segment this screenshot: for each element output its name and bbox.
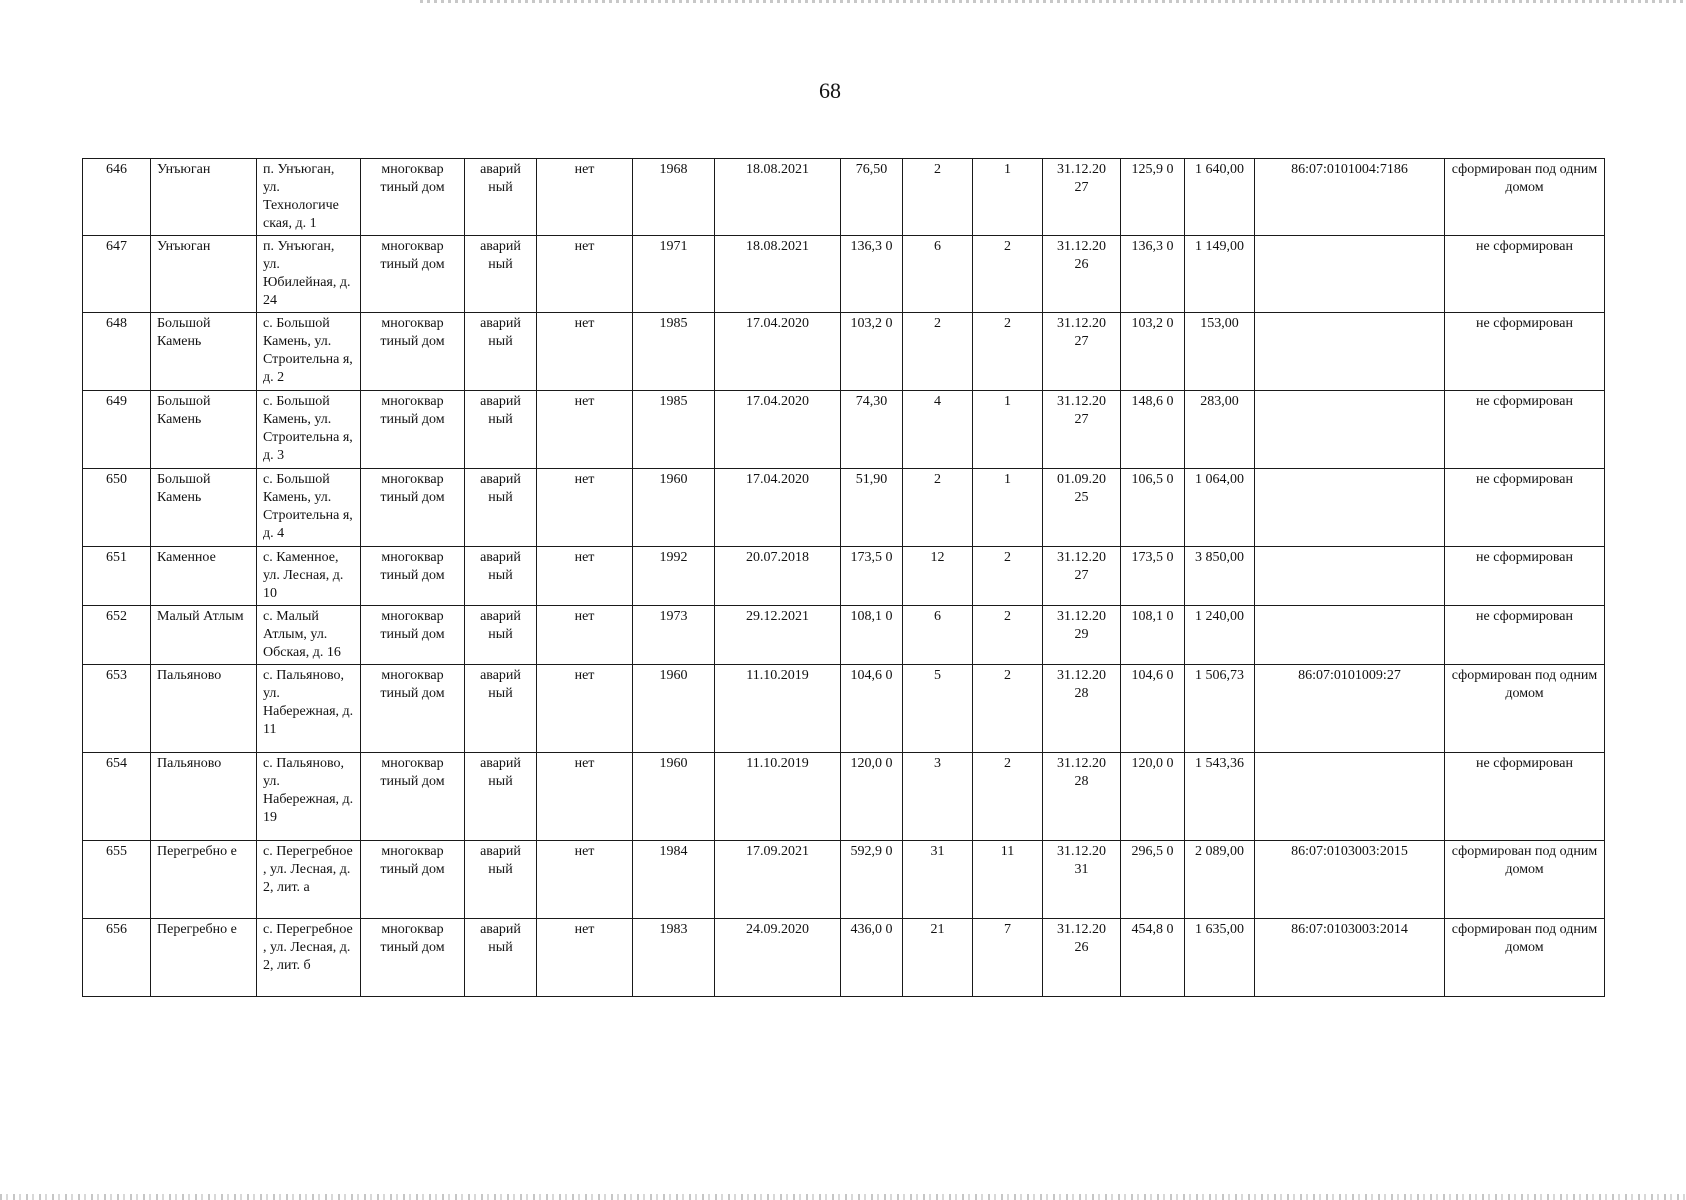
cell-address: с. Большой Камень, ул. Строительна я, д. 4 xyxy=(257,469,361,547)
cell-status: аварий ный xyxy=(465,159,537,236)
cell-cadastral-number xyxy=(1255,606,1445,665)
cell-count-1: 6 xyxy=(903,236,973,313)
cell-row-number: 656 xyxy=(83,919,151,997)
cell-land-value: 1 640,00 xyxy=(1185,159,1255,236)
cell-land-plot-status: сформирован под одним домом xyxy=(1445,919,1605,997)
cell-flag: нет xyxy=(537,391,633,469)
cell-land-plot-status: не сформирован xyxy=(1445,313,1605,391)
cell-count-2: 2 xyxy=(973,753,1043,841)
cell-year-built: 1985 xyxy=(633,313,715,391)
cell-land-value: 1 064,00 xyxy=(1185,469,1255,547)
cell-address: п. Унъюган, ул. Технологиче ская, д. 1 xyxy=(257,159,361,236)
cell-flag: нет xyxy=(537,469,633,547)
cell-building-type: многоквар тиный дом xyxy=(361,547,465,606)
table-body xyxy=(83,159,1605,997)
cell-recognition-date: 18.08.2021 xyxy=(715,159,841,236)
cell-land-plot-status: не сформирован xyxy=(1445,236,1605,313)
cell-row-number: 650 xyxy=(83,469,151,547)
cell-address: с. Перегребное , ул. Лесная, д. 2, лит. а xyxy=(257,841,361,919)
cell-flag: нет xyxy=(537,547,633,606)
cell-recognition-date: 17.04.2020 xyxy=(715,469,841,547)
cell-year-built: 1985 xyxy=(633,391,715,469)
cell-recognition-date: 11.10.2019 xyxy=(715,665,841,753)
cell-count-2: 11 xyxy=(973,841,1043,919)
cell-count-1: 31 xyxy=(903,841,973,919)
cell-count-1: 4 xyxy=(903,391,973,469)
cell-row-number: 653 xyxy=(83,665,151,753)
cell-cadastral-number xyxy=(1255,236,1445,313)
cell-settlement: Пальяново xyxy=(151,753,257,841)
scan-edge-bottom xyxy=(0,1194,1686,1200)
cell-year-built: 1984 xyxy=(633,841,715,919)
cell-count-1: 5 xyxy=(903,665,973,753)
cell-building-type: многоквар тиный дом xyxy=(361,841,465,919)
cell-area: 103,2 0 xyxy=(841,313,903,391)
cell-area: 136,3 0 xyxy=(841,236,903,313)
cell-resettlement-deadline: 31.12.20 27 xyxy=(1043,547,1121,606)
cell-address: с. Большой Камень, ул. Строительна я, д. 3 xyxy=(257,391,361,469)
cell-address: с. Пальяново, ул. Набережная, д. 11 xyxy=(257,665,361,753)
cell-area-2: 125,9 0 xyxy=(1121,159,1185,236)
cell-land-plot-status: сформирован под одним домом xyxy=(1445,841,1605,919)
cell-flag: нет xyxy=(537,841,633,919)
table-row xyxy=(83,159,1605,236)
cell-area: 51,90 xyxy=(841,469,903,547)
cell-count-2: 1 xyxy=(973,469,1043,547)
cell-building-type: многоквар тиный дом xyxy=(361,469,465,547)
cell-settlement: Перегребно е xyxy=(151,841,257,919)
cell-settlement: Унъюган xyxy=(151,159,257,236)
cell-land-value: 2 089,00 xyxy=(1185,841,1255,919)
cell-area: 436,0 0 xyxy=(841,919,903,997)
cell-row-number: 647 xyxy=(83,236,151,313)
cell-cadastral-number xyxy=(1255,547,1445,606)
cell-settlement: Каменное xyxy=(151,547,257,606)
cell-address: с. Каменное, ул. Лесная, д. 10 xyxy=(257,547,361,606)
cell-year-built: 1973 xyxy=(633,606,715,665)
cell-area-2: 106,5 0 xyxy=(1121,469,1185,547)
cell-building-type: многоквар тиный дом xyxy=(361,159,465,236)
housing-register-table xyxy=(82,158,1605,997)
cell-settlement: Малый Атлым xyxy=(151,606,257,665)
cell-building-type: многоквар тиный дом xyxy=(361,753,465,841)
cell-area: 104,6 0 xyxy=(841,665,903,753)
cell-address: с. Пальяново, ул. Набережная, д. 19 xyxy=(257,753,361,841)
cell-row-number: 651 xyxy=(83,547,151,606)
cell-count-2: 2 xyxy=(973,606,1043,665)
cell-resettlement-deadline: 31.12.20 26 xyxy=(1043,236,1121,313)
cell-building-type: многоквар тиный дом xyxy=(361,313,465,391)
cell-cadastral-number xyxy=(1255,313,1445,391)
table-row xyxy=(83,391,1605,469)
cell-status: аварий ный xyxy=(465,606,537,665)
cell-building-type: многоквар тиный дом xyxy=(361,665,465,753)
cell-area: 173,5 0 xyxy=(841,547,903,606)
cell-count-2: 2 xyxy=(973,547,1043,606)
cell-area-2: 296,5 0 xyxy=(1121,841,1185,919)
cell-count-2: 2 xyxy=(973,665,1043,753)
cell-row-number: 648 xyxy=(83,313,151,391)
cell-year-built: 1983 xyxy=(633,919,715,997)
cell-land-plot-status: не сформирован xyxy=(1445,606,1605,665)
cell-count-2: 7 xyxy=(973,919,1043,997)
cell-land-value: 3 850,00 xyxy=(1185,547,1255,606)
cell-status: аварий ный xyxy=(465,391,537,469)
cell-settlement: Большой Камень xyxy=(151,313,257,391)
cell-row-number: 646 xyxy=(83,159,151,236)
cell-land-plot-status: сформирован под одним домом xyxy=(1445,665,1605,753)
table-row xyxy=(83,753,1605,841)
cell-resettlement-deadline: 01.09.20 25 xyxy=(1043,469,1121,547)
cell-status: аварий ный xyxy=(465,919,537,997)
cell-area: 120,0 0 xyxy=(841,753,903,841)
cell-land-value: 1 240,00 xyxy=(1185,606,1255,665)
table-row xyxy=(83,841,1605,919)
cell-area-2: 136,3 0 xyxy=(1121,236,1185,313)
cell-settlement: Пальяново xyxy=(151,665,257,753)
table-row xyxy=(83,547,1605,606)
cell-land-value: 1 149,00 xyxy=(1185,236,1255,313)
cell-settlement: Большой Камень xyxy=(151,469,257,547)
cell-settlement: Большой Камень xyxy=(151,391,257,469)
cell-count-2: 1 xyxy=(973,159,1043,236)
cell-land-plot-status: не сформирован xyxy=(1445,547,1605,606)
cell-recognition-date: 17.04.2020 xyxy=(715,391,841,469)
cell-area-2: 120,0 0 xyxy=(1121,753,1185,841)
cell-land-value: 283,00 xyxy=(1185,391,1255,469)
cell-flag: нет xyxy=(537,159,633,236)
cell-flag: нет xyxy=(537,313,633,391)
cell-year-built: 1971 xyxy=(633,236,715,313)
cell-count-1: 21 xyxy=(903,919,973,997)
cell-recognition-date: 17.09.2021 xyxy=(715,841,841,919)
cell-building-type: многоквар тиный дом xyxy=(361,606,465,665)
cell-address: с. Малый Атлым, ул. Обская, д. 16 xyxy=(257,606,361,665)
cell-cadastral-number: 86:07:0103003:2014 xyxy=(1255,919,1445,997)
cell-resettlement-deadline: 31.12.20 27 xyxy=(1043,391,1121,469)
cell-status: аварий ный xyxy=(465,469,537,547)
cell-resettlement-deadline: 31.12.20 27 xyxy=(1043,159,1121,236)
scan-edge-top xyxy=(420,0,1686,3)
cell-area: 76,50 xyxy=(841,159,903,236)
cell-address: с. Большой Камень, ул. Строительна я, д. 2 xyxy=(257,313,361,391)
cell-year-built: 1960 xyxy=(633,469,715,547)
cell-count-1: 2 xyxy=(903,159,973,236)
cell-count-1: 3 xyxy=(903,753,973,841)
cell-area-2: 103,2 0 xyxy=(1121,313,1185,391)
cell-count-1: 2 xyxy=(903,469,973,547)
table-row xyxy=(83,606,1605,665)
cell-cadastral-number xyxy=(1255,391,1445,469)
cell-area: 592,9 0 xyxy=(841,841,903,919)
cell-status: аварий ный xyxy=(465,547,537,606)
cell-row-number: 654 xyxy=(83,753,151,841)
cell-count-2: 2 xyxy=(973,313,1043,391)
cell-resettlement-deadline: 31.12.20 27 xyxy=(1043,313,1121,391)
cell-recognition-date: 29.12.2021 xyxy=(715,606,841,665)
cell-area-2: 104,6 0 xyxy=(1121,665,1185,753)
cell-flag: нет xyxy=(537,606,633,665)
cell-status: аварий ный xyxy=(465,841,537,919)
cell-land-plot-status: сформирован под одним домом xyxy=(1445,159,1605,236)
table-row xyxy=(83,665,1605,753)
cell-year-built: 1968 xyxy=(633,159,715,236)
cell-settlement: Унъюган xyxy=(151,236,257,313)
cell-recognition-date: 11.10.2019 xyxy=(715,753,841,841)
cell-land-value: 1 543,36 xyxy=(1185,753,1255,841)
cell-address: п. Унъюган, ул. Юбилейная, д. 24 xyxy=(257,236,361,313)
cell-cadastral-number xyxy=(1255,753,1445,841)
cell-count-1: 2 xyxy=(903,313,973,391)
cell-cadastral-number: 86:07:0101009:27 xyxy=(1255,665,1445,753)
cell-recognition-date: 24.09.2020 xyxy=(715,919,841,997)
cell-cadastral-number xyxy=(1255,469,1445,547)
cell-year-built: 1992 xyxy=(633,547,715,606)
cell-land-plot-status: не сформирован xyxy=(1445,753,1605,841)
cell-flag: нет xyxy=(537,753,633,841)
cell-flag: нет xyxy=(537,919,633,997)
cell-area-2: 454,8 0 xyxy=(1121,919,1185,997)
table-row xyxy=(83,469,1605,547)
cell-cadastral-number: 86:07:0103003:2015 xyxy=(1255,841,1445,919)
cell-building-type: многоквар тиный дом xyxy=(361,391,465,469)
cell-flag: нет xyxy=(537,665,633,753)
cell-recognition-date: 18.08.2021 xyxy=(715,236,841,313)
cell-area: 108,1 0 xyxy=(841,606,903,665)
cell-address: с. Перегребное , ул. Лесная, д. 2, лит. б xyxy=(257,919,361,997)
cell-row-number: 652 xyxy=(83,606,151,665)
cell-year-built: 1960 xyxy=(633,753,715,841)
cell-settlement: Перегребно е xyxy=(151,919,257,997)
cell-area: 74,30 xyxy=(841,391,903,469)
cell-land-plot-status: не сформирован xyxy=(1445,469,1605,547)
cell-resettlement-deadline: 31.12.20 31 xyxy=(1043,841,1121,919)
cell-count-1: 6 xyxy=(903,606,973,665)
cell-status: аварий ный xyxy=(465,313,537,391)
cell-status: аварий ный xyxy=(465,665,537,753)
cell-land-value: 153,00 xyxy=(1185,313,1255,391)
cell-resettlement-deadline: 31.12.20 29 xyxy=(1043,606,1121,665)
table-row xyxy=(83,919,1605,997)
table-row xyxy=(83,313,1605,391)
cell-area-2: 173,5 0 xyxy=(1121,547,1185,606)
cell-status: аварий ный xyxy=(465,753,537,841)
cell-area-2: 148,6 0 xyxy=(1121,391,1185,469)
cell-row-number: 655 xyxy=(83,841,151,919)
cell-building-type: многоквар тиный дом xyxy=(361,236,465,313)
cell-status: аварий ный xyxy=(465,236,537,313)
cell-year-built: 1960 xyxy=(633,665,715,753)
page-number: 68 xyxy=(819,78,841,103)
table-row xyxy=(83,236,1605,313)
cell-resettlement-deadline: 31.12.20 28 xyxy=(1043,665,1121,753)
cell-resettlement-deadline: 31.12.20 26 xyxy=(1043,919,1121,997)
cell-count-1: 12 xyxy=(903,547,973,606)
cell-row-number: 649 xyxy=(83,391,151,469)
cell-flag: нет xyxy=(537,236,633,313)
cell-land-plot-status: не сформирован xyxy=(1445,391,1605,469)
cell-count-2: 1 xyxy=(973,391,1043,469)
cell-area-2: 108,1 0 xyxy=(1121,606,1185,665)
cell-land-value: 1 506,73 xyxy=(1185,665,1255,753)
cell-building-type: многоквар тиный дом xyxy=(361,919,465,997)
cell-recognition-date: 17.04.2020 xyxy=(715,313,841,391)
cell-cadastral-number: 86:07:0101004:7186 xyxy=(1255,159,1445,236)
cell-recognition-date: 20.07.2018 xyxy=(715,547,841,606)
cell-land-value: 1 635,00 xyxy=(1185,919,1255,997)
cell-count-2: 2 xyxy=(973,236,1043,313)
cell-resettlement-deadline: 31.12.20 28 xyxy=(1043,753,1121,841)
